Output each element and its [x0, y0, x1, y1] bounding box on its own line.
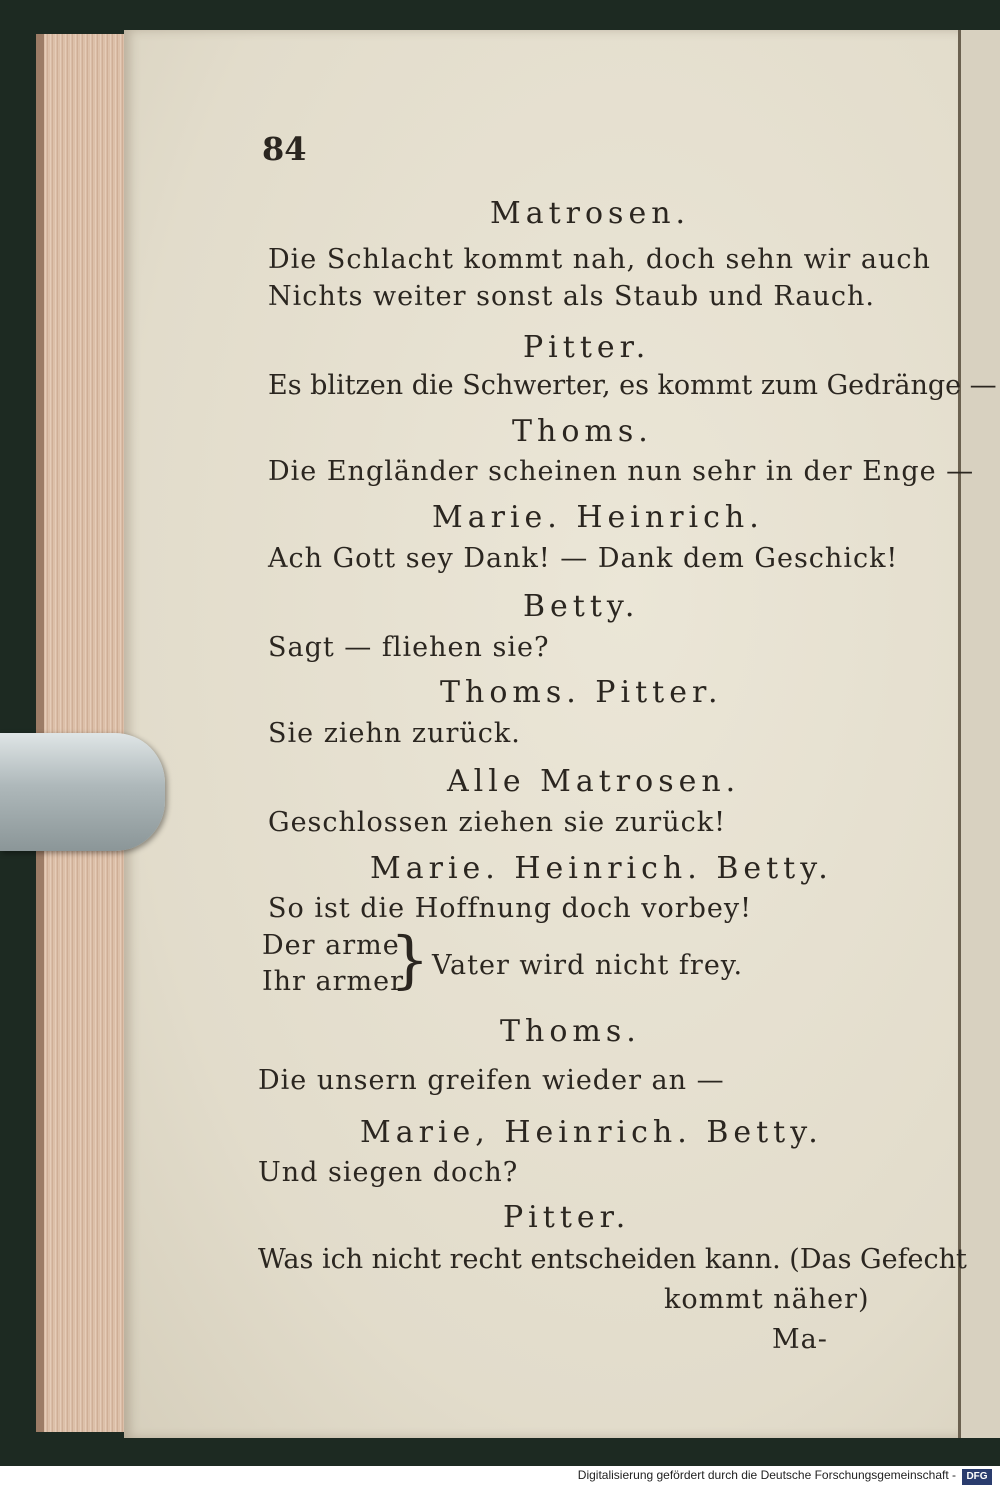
verse-line: Es blitzen die Schwerter, es kommt zum Gedränge — [268, 370, 997, 401]
verse-line: Die Engländer scheinen nun sehr in der Enge — [268, 456, 975, 487]
footer-bar [0, 1466, 1000, 1489]
facing-page-edge [958, 30, 1000, 1438]
verse-line: Nichts weiter sonst als Staub und Rauch. [268, 281, 875, 312]
catchword: Ma- [772, 1324, 828, 1355]
verse-line: Ach Gott sey Dank! — Dank dem Geschick! [268, 543, 899, 574]
verse-line: Und siegen doch? [258, 1157, 519, 1188]
verse-line: Die Schlacht kommt nah, doch sehn wir auch [268, 244, 931, 275]
footer-credit: Digitalisierung gefördert durch die Deutsche Forschungsgemeinschaft - [577, 1468, 956, 1482]
speaker-thoms: Thoms. [500, 1014, 641, 1049]
speaker-alle-matrosen: Alle Matrosen. [447, 764, 741, 799]
dfg-logo-icon: DFG [962, 1469, 992, 1485]
bookmark-tab [0, 733, 165, 851]
brace-right-line: Vater wird nicht frey. [432, 950, 744, 981]
speaker-betty: Betty. [523, 589, 640, 624]
speaker-thoms-pitter: Thoms. Pitter. [440, 675, 723, 710]
verse-line: Die unsern greifen wieder an — [258, 1065, 725, 1096]
verse-line: Geschlossen ziehen sie zurück! [268, 807, 726, 838]
verse-line: Sie ziehn zurück. [268, 718, 521, 749]
speaker-thoms: Thoms. [512, 414, 653, 449]
page-number: 84 [262, 130, 307, 168]
speaker-marie-heinrich: Marie. Heinrich. [432, 500, 764, 535]
verse-line: So ist die Hoffnung doch vorbey! [268, 893, 752, 924]
curly-brace-icon: } [390, 923, 430, 996]
verse-line: kommt näher) [664, 1284, 870, 1315]
speaker-pitter: Pitter. [523, 330, 651, 365]
speaker-matrosen: Matrosen. [490, 196, 691, 231]
verse-line: Sagt — fliehen sie? [268, 632, 550, 663]
brace-left-line: Ihr armer [262, 966, 405, 997]
speaker-marie-heinrich-betty: Marie. Heinrich. Betty. [370, 851, 833, 886]
speaker-marie-heinrich-betty: Marie, Heinrich. Betty. [360, 1115, 823, 1150]
verse-line: Was ich nicht recht entscheiden kann. (Das Gefecht [258, 1244, 967, 1275]
speaker-pitter: Pitter. [503, 1200, 631, 1235]
brace-left-line: Der arme [262, 930, 400, 961]
